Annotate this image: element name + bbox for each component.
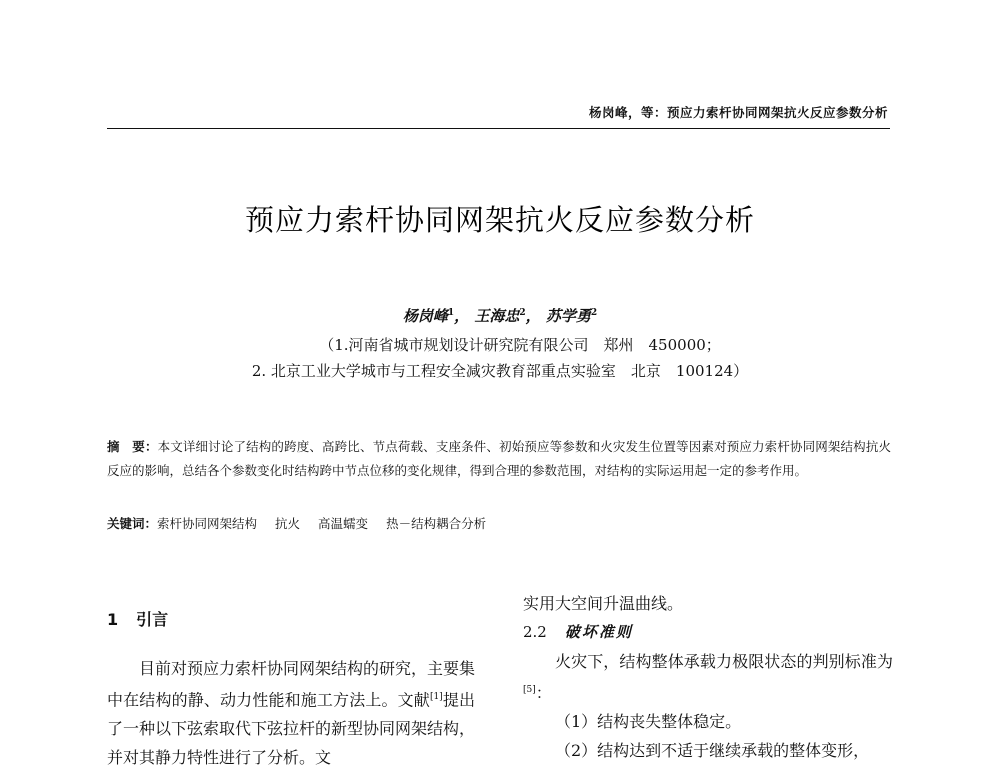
- subsection-number: 2.2: [523, 623, 547, 641]
- intro-paragraph: [107, 654, 475, 772]
- abstract: [107, 435, 891, 483]
- paragraph-text: ：: [535, 683, 552, 703]
- paper-title: 预应力索杆协同网架抗火反应参数分析: [244, 203, 755, 237]
- keyword: 抗火: [275, 516, 301, 531]
- abstract-text: 本文详细讨论了结构的跨度、高跨比、节点荷载、支座条件、初始预应等参数和火灾发生位置等因素对预应力索杆协同网架结构抗火反应的影响，总结各个参数变化时结构跨中节点位移的变化规律，得到合理的参数范围，对结构的实际运用起一定的参考作用。: [107, 439, 891, 478]
- running-head: 杨岗峰，等：预应力索杆协同网架抗火反应参数分析: [588, 105, 888, 120]
- author-affil-mark: 2: [519, 308, 526, 318]
- right-column: [523, 589, 893, 765]
- author-name: 王海忠: [474, 307, 520, 325]
- keywords: [107, 514, 891, 532]
- keywords-label: 关键词：: [107, 516, 158, 531]
- authors: [0, 305, 1000, 326]
- section-heading: [107, 605, 475, 634]
- author-affil-mark: 2: [590, 308, 598, 318]
- keyword: 索杆协同网架结构: [157, 516, 258, 531]
- abstract-label: 摘 要：: [107, 439, 158, 454]
- section-title: 引言: [136, 610, 169, 629]
- author-separator: ，: [454, 307, 470, 325]
- paragraph-text: 提出了一种以下弦索取代下弦拉杆的新型协同网架结构，并对其静力特性进行了分析。文: [107, 690, 476, 768]
- subsection-title: 破坏准则: [564, 623, 633, 641]
- header-rule: [107, 128, 890, 129]
- author-name: 杨岗峰: [402, 307, 448, 325]
- keyword: 热－结构耦合分析: [386, 516, 487, 531]
- paragraph-text: 火灾下，结构整体承载力极限状态的判别标准为: [555, 652, 893, 671]
- affiliation-2: 2. 北京工业大学城市与工程安全减灾教育部重点实验室 北京 100124）: [251, 362, 749, 380]
- author-separator: ，: [525, 307, 541, 325]
- left-column: [107, 605, 475, 772]
- keyword: 高温蠕变: [318, 516, 369, 531]
- continued-text: 实用大空间升温曲线。: [523, 594, 684, 613]
- citation-ref: [1]: [429, 692, 443, 702]
- paragraph-text: 目前对预应力索杆协同网架结构的研究，主要集中在结构的静、动力性能和施工方法上。文献: [107, 659, 476, 710]
- affiliation-1: （1.河南省城市规划设计研究院有限公司 郑州 450000；: [319, 336, 721, 354]
- citation-ref: [5]: [523, 685, 536, 695]
- criteria-paragraph: [523, 647, 893, 707]
- subsection-heading: [523, 618, 893, 647]
- author-name: 苏学勇: [545, 307, 591, 325]
- section-number: 1: [107, 610, 119, 629]
- criteria-item: （2）结构达到不适于继续承载的整体变形，: [555, 741, 870, 761]
- criteria-item: （1）结构丧失整体稳定。: [555, 712, 742, 732]
- author-affil-mark: 1: [447, 308, 455, 318]
